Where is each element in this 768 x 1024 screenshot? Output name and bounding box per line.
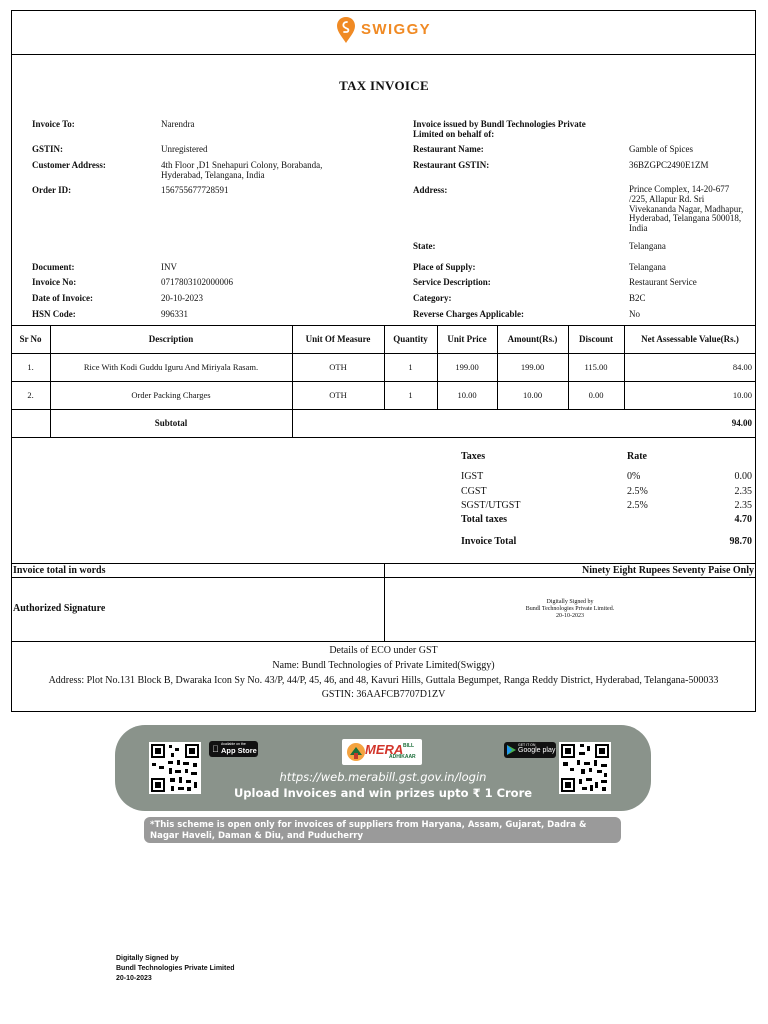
app-store-label: App Store [221,746,257,755]
total-taxes-value: 4.70 [734,514,752,525]
cell-discount: 115.00 [584,362,608,372]
place-of-supply-value: Telangana [629,262,666,272]
header-description: Description [148,334,194,344]
authorized-signature-label: Authorized Signature [13,603,106,614]
merabill-prize-text: Upload Invoices and win prizes upto ₹ 1 Crore [233,786,533,800]
rate-header: Rate [627,451,647,462]
eco-name: Name: Bundl Technologies of Private Limited(Swiggy) [272,660,495,671]
stamp-line-2: Bundl Technologies Private Limited. [525,606,615,612]
igst-label: IGST [461,471,484,482]
words-label: Invoice total in words [13,565,106,576]
merabill-logo [342,739,422,765]
invoice-to-label: Invoice To: [32,119,75,129]
stamp-line-1: Digitally Signed by [546,599,594,605]
header-sr-no: Sr No [19,334,42,344]
eco-heading: Details of ECO under GST [329,645,438,656]
issued-by-label: Invoice issued by Bundl Technologies Private Limited on behalf of: [413,119,586,139]
invoice-date-label: Date of Invoice: [32,293,93,303]
footer-line-2: Bundl Technologies Private Limited [116,965,235,972]
invoice-total-value: 98.70 [729,536,752,547]
header-unit-price: Unit Price [447,334,487,344]
signature-bottom-border [11,641,756,642]
sgst-rate: 2.5% [627,500,648,511]
igst-amount: 0.00 [734,471,752,482]
gstin-label: GSTIN: [32,144,64,154]
cell-unit-price: 10.00 [457,390,477,400]
merabill-url-link[interactable]: https://web.merabill.gst.gov.in/login [279,770,487,784]
cell-description: Rice With Kodi Guddu Iguru And Miriyala Rasam. [83,362,259,372]
app-store-small-text: Available on the [221,742,246,746]
app-store-button[interactable] [209,741,258,757]
footer-line-1: Digitally Signed by [116,955,179,962]
google-play-small-text: GET IT ON [518,743,536,747]
footer-line-3: 20-10-2023 [116,975,152,982]
merabill-logo-bill: BILL [403,743,415,749]
sgst-label: SGST/UTGST [461,500,521,511]
apple-icon [212,744,219,754]
cell-unit-price: 199.00 [455,362,479,372]
reverse-charges-value: No [629,309,640,319]
swiggy-logo [336,16,436,46]
order-id-label: Order ID: [32,185,72,195]
cell-amount: 199.00 [520,362,545,372]
cell-amount: 10.00 [522,390,543,400]
merabill-emblem-icon [345,741,367,763]
restaurant-name-label: Restaurant Name: [413,144,484,154]
document-label: Document: [32,262,75,272]
reverse-charges-label: Reverse Charges Applicable: [413,309,524,319]
total-taxes-label: Total taxes [461,514,508,525]
sgst-amount: 2.35 [734,500,752,511]
scheme-notice: *This scheme is open only for invoices of suppliers from Haryana, Assam, Gujarat, Dadra & Nagar Haveli, Daman & Diu, and Puducherry [144,817,621,843]
subtotal-label: Subtotal [154,418,188,428]
invoice-date-value: 20-10-2023 [161,293,203,303]
invoice-total-label: Invoice Total [461,536,517,547]
restaurant-gstin-label: Restaurant GSTIN: [413,160,490,170]
table-row2-border [11,409,756,410]
cell-uom: OTH [329,390,347,400]
page-title: TAX INVOICE [339,78,429,93]
cgst-amount: 2.35 [734,486,752,497]
swiggy-logo-text: SWIGGY [361,21,432,38]
category-value: B2C [629,293,646,303]
words-value: Ninety Eight Rupees Seventy Paise Only [582,565,754,576]
igst-rate: 0% [627,471,641,482]
table-bottom-border [11,437,756,438]
invoice-no-label: Invoice No: [32,277,77,287]
eco-address: Address: Plot No.131 Block B, Dwaraka Icon Sy No. 43/P, 44/P, 45, 46, and 48, Kavuri Hills, Guttala Begumpet, Ranga Reddy District, Hyderabad, Telangana-500033 [48,675,719,686]
state-label: State: [413,241,436,251]
order-id-value: 156755677728591 [161,185,229,195]
hsn-code-label: HSN Code: [32,309,76,319]
merabill-logo-adhikaar: ADHIKAAR [389,754,416,760]
cell-sr-no: 1. [27,362,34,372]
eco-gstin: GSTIN: 36AAFCB7707D1ZV [321,689,446,700]
restaurant-address-label: Address: [413,185,448,195]
hsn-code-value: 996331 [161,309,188,319]
invoice-no-value: 0717803102000006 [161,277,233,287]
google-play-label: Google play [518,747,556,754]
cell-uom: OTH [329,362,347,372]
header-quantity: Quantity [393,334,428,344]
header-unit-of-measure: Unit Of Measure [305,334,371,344]
restaurant-address-value: Prince Complex, 14-20-677 /225, Allapur Rd. Sri Vivekananda Nagar, Madhapur, Hyderabad, Telangana 500018, India [629,184,744,234]
restaurant-gstin-value: 36BZGPC2490E1ZM [629,160,709,170]
service-description-label: Service Description: [413,277,491,287]
merabill-logo-mera: MERA [365,742,404,757]
customer-address-label: Customer Address: [32,160,106,170]
document-value: INV [161,262,177,272]
subtotal-value: 94.00 [731,418,752,428]
cell-discount: 0.00 [588,390,604,400]
header-net-value: Net Assessable Value(Rs.) [641,334,739,344]
header-discount: Discount [578,334,613,344]
cell-quantity: 1 [408,390,413,400]
cell-description: Order Packing Charges [131,390,211,400]
cell-sr-no: 2. [27,390,34,400]
swiggy-pin-icon [336,16,356,44]
stamp-line-3: 20-10-2023 [556,613,584,619]
gstin-value: Unregistered [161,144,208,154]
cell-net-value: 10.00 [732,390,752,400]
cell-quantity: 1 [408,362,413,372]
cgst-label: CGST [461,486,487,497]
service-description-value: Restaurant Service [629,277,697,287]
category-label: Category: [413,293,452,303]
customer-address-value: 4th Floor ,D1 Snehapuri Colony, Borabanda, Hyderabad, Telangana, India [161,160,323,180]
invoice-to-value: Narendra [161,119,195,129]
state-value: Telangana [629,241,666,251]
restaurant-name-value: Gamble of Spices [629,144,693,154]
cgst-rate: 2.5% [627,486,648,497]
cell-net-value: 84.00 [732,362,752,372]
taxes-header: Taxes [461,451,486,462]
header-amount: Amount(Rs.) [507,334,558,344]
google-play-button[interactable] [504,742,556,758]
header-divider [11,54,756,55]
place-of-supply-label: Place of Supply: [413,262,476,272]
google-play-icon [507,745,516,755]
